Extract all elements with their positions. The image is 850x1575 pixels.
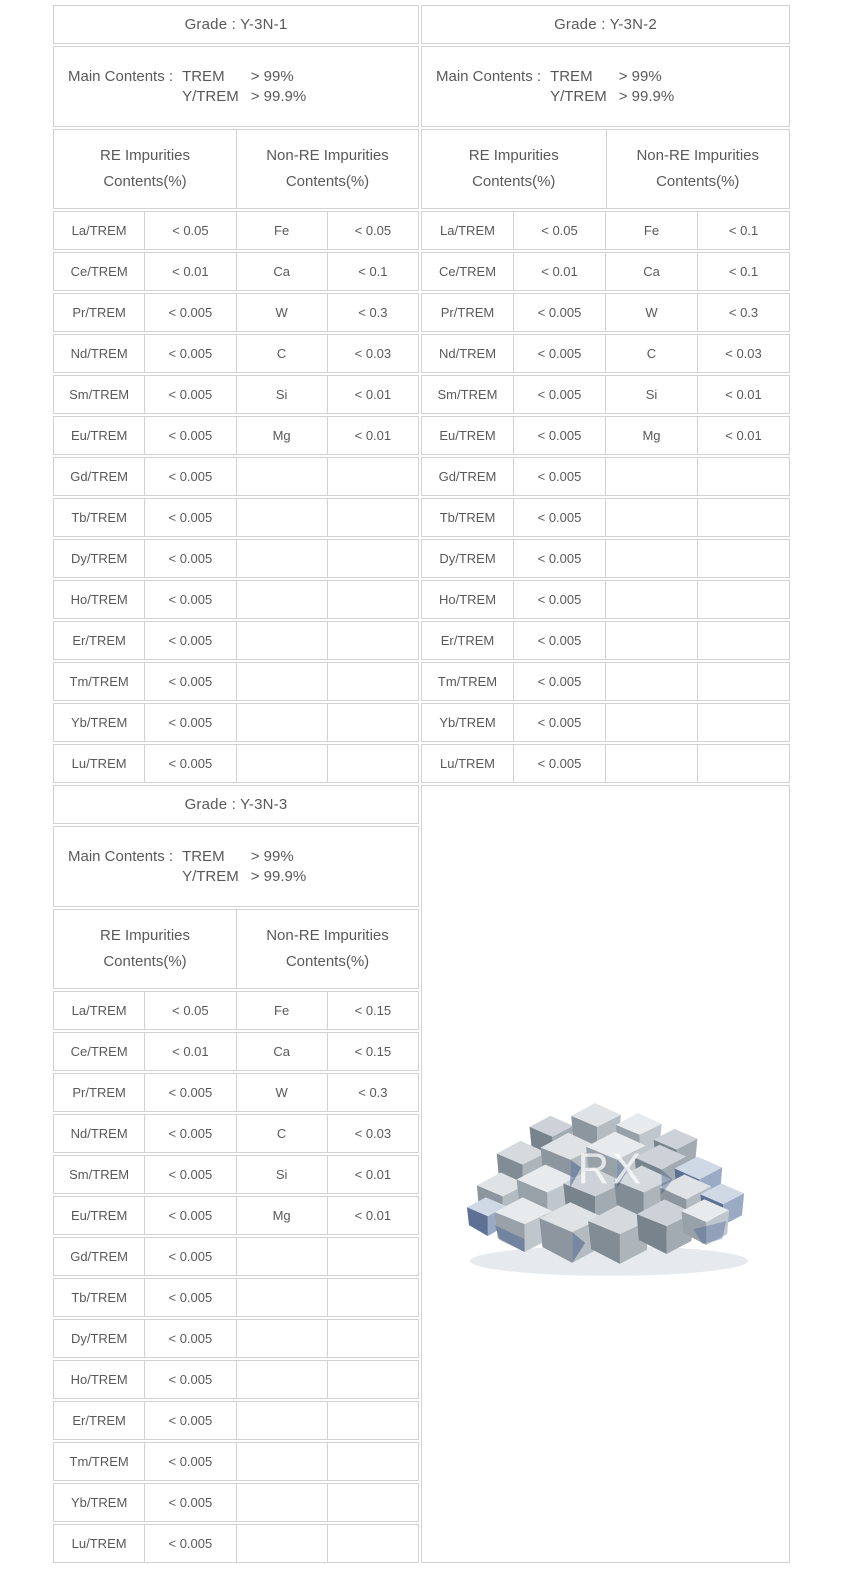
re-element-cell: Ce/TREM [438, 264, 497, 279]
impurity-row [53, 744, 419, 783]
re-value-cell: < 0.005 [144, 499, 235, 536]
non-re-value-cell [697, 540, 789, 577]
re-element-cell: Yb/TREM [70, 1495, 128, 1510]
spec-table-y-3n-1 [53, 5, 419, 783]
re-element-cell: Pr/TREM [72, 1085, 126, 1100]
non-re-value-cell: < 0.3 [327, 1074, 418, 1111]
re-element-cell: Nd/TREM [70, 346, 128, 361]
non-re-element-cell: Si [236, 1156, 327, 1193]
non-re-element-cell [236, 499, 327, 536]
re-value-cell: < 0.05 [144, 992, 235, 1029]
re-element-cell: Dy/TREM [70, 1331, 128, 1346]
impurity-row [53, 1483, 419, 1522]
non-re-element-cell [236, 1279, 327, 1316]
main-content-name: TREM [182, 67, 225, 85]
non-re-value-cell: < 0.01 [327, 1156, 418, 1193]
product-photo-box [421, 785, 790, 1563]
non-re-element-cell [605, 499, 697, 536]
re-element-cell: Sm/TREM [69, 1167, 130, 1182]
main-content-name: TREM [182, 847, 225, 865]
re-element-cell: Er/TREM [72, 633, 126, 648]
re-value-cell: < 0.005 [144, 581, 235, 618]
main-content-value: > 99% [250, 67, 294, 85]
re-value-cell: < 0.005 [513, 622, 605, 659]
re-value-cell: < 0.005 [144, 540, 235, 577]
non-re-value-cell: < 0.05 [327, 212, 418, 249]
main-content-value: > 99% [250, 847, 294, 865]
main-contents-label: Main Contents : [68, 847, 174, 865]
non-re-element-cell: Ca [236, 253, 327, 290]
impurity-rows [53, 991, 419, 1563]
re-value-cell: < 0.005 [513, 335, 605, 372]
non-re-element-cell: W [236, 1074, 327, 1111]
re-element-cell: Tb/TREM [71, 1290, 127, 1305]
non-re-element-cell: W [605, 294, 697, 331]
re-element-cell: La/TREM [71, 223, 127, 238]
non-re-element-cell [236, 1238, 327, 1275]
impurity-row [421, 498, 790, 537]
non-re-value-cell: < 0.3 [327, 294, 418, 331]
re-element-cell: Gd/TREM [70, 1249, 129, 1264]
impurity-rows [53, 211, 419, 783]
non-re-value-cell: < 0.01 [697, 376, 789, 413]
non-re-value-cell [327, 1320, 418, 1357]
non-re-element-cell [236, 581, 327, 618]
non-re-element-cell: C [236, 1115, 327, 1152]
impurity-row [53, 252, 419, 291]
non-re-element-cell: Fe [605, 212, 697, 249]
non-re-element-cell: C [605, 335, 697, 372]
main-content-value: > 99.9% [618, 87, 675, 105]
spec-table-y-3n-2 [421, 5, 790, 783]
non-re-element-cell: Ca [236, 1033, 327, 1070]
re-element-cell: Lu/TREM [440, 756, 495, 771]
re-value-cell: < 0.01 [144, 1033, 235, 1070]
non-re-element-cell [236, 540, 327, 577]
re-element-cell: Pr/TREM [72, 305, 126, 320]
non-re-impurities-header: Non-RE Impurities Contents(%) [606, 130, 790, 208]
non-re-value-cell: < 0.15 [327, 1033, 418, 1070]
re-value-cell: < 0.005 [513, 704, 605, 741]
impurity-row [53, 334, 419, 373]
non-re-element-cell: Mg [605, 417, 697, 454]
non-re-value-cell [327, 1279, 418, 1316]
impurity-row [421, 580, 790, 619]
grade-title: Grade : Y-3N-3 [53, 785, 419, 824]
impurity-row [53, 293, 419, 332]
non-re-value-cell: < 0.01 [697, 417, 789, 454]
impurity-row [53, 375, 419, 414]
impurity-row [53, 703, 419, 742]
re-element-cell: Tm/TREM [437, 674, 498, 689]
impurity-row [53, 1442, 419, 1481]
non-re-element-cell [236, 704, 327, 741]
impurity-row [53, 1073, 419, 1112]
re-element-cell: Ce/TREM [70, 264, 128, 279]
main-content-value: > 99.9% [250, 87, 307, 105]
re-element-cell: Nd/TREM [438, 346, 497, 361]
impurity-row [53, 1114, 419, 1153]
re-value-cell: < 0.005 [144, 458, 235, 495]
impurity-row [53, 498, 419, 537]
non-re-element-cell [236, 1443, 327, 1480]
impurity-row [421, 662, 790, 701]
non-re-element-cell [236, 1484, 327, 1521]
re-element-cell: Tb/TREM [439, 510, 496, 525]
re-element-cell: Sm/TREM [437, 387, 498, 402]
main-content-name: Y/TREM [182, 87, 239, 105]
main-content-value: > 99.9% [250, 867, 307, 885]
non-re-value-cell [327, 1361, 418, 1398]
re-impurities-header: RE Impurities Contents(%) [468, 147, 559, 190]
re-element-cell: Eu/TREM [70, 1208, 128, 1223]
non-re-value-cell [327, 499, 418, 536]
impurity-row [421, 457, 790, 496]
non-re-value-cell: < 0.01 [327, 376, 418, 413]
impurity-row [53, 1524, 419, 1563]
re-element-cell: Lu/TREM [71, 756, 127, 771]
re-value-cell: < 0.005 [144, 704, 235, 741]
re-element-cell: Ho/TREM [70, 592, 128, 607]
non-re-element-cell [236, 745, 327, 782]
re-value-cell: < 0.005 [513, 294, 605, 331]
impurity-row [421, 334, 790, 373]
impurity-row [53, 1155, 419, 1194]
impurity-row [53, 416, 419, 455]
non-re-value-cell [697, 663, 789, 700]
non-re-value-cell: < 0.01 [327, 1197, 418, 1234]
non-re-element-cell [236, 622, 327, 659]
main-contents-label: Main Contents : [436, 67, 542, 85]
non-re-element-cell [605, 622, 697, 659]
main-content-name: TREM [550, 67, 593, 85]
re-element-cell: Dy/TREM [70, 551, 128, 566]
main-content-name: Y/TREM [550, 87, 607, 105]
impurity-row [53, 1237, 419, 1276]
re-element-cell: Lu/TREM [71, 1536, 127, 1551]
re-value-cell: < 0.05 [513, 212, 605, 249]
non-re-value-cell [697, 458, 789, 495]
impurity-row [421, 252, 790, 291]
re-value-cell: < 0.005 [144, 663, 235, 700]
impurity-row [53, 1360, 419, 1399]
re-element-cell: Sm/TREM [69, 387, 130, 402]
non-re-value-cell: < 0.03 [327, 335, 418, 372]
re-impurities-header: RE Impurities Contents(%) [99, 147, 191, 190]
re-value-cell: < 0.005 [513, 540, 605, 577]
impurity-row [53, 539, 419, 578]
re-element-cell: Pr/TREM [440, 305, 495, 320]
re-value-cell: < 0.005 [513, 458, 605, 495]
non-re-element-cell: Mg [236, 1197, 327, 1234]
non-re-value-cell: < 0.1 [697, 212, 789, 249]
non-re-value-cell [327, 745, 418, 782]
main-content-name: Y/TREM [182, 867, 239, 885]
re-element-cell: Yb/TREM [70, 715, 128, 730]
re-value-cell: < 0.01 [144, 253, 235, 290]
non-re-element-cell [605, 663, 697, 700]
impurity-row [53, 1196, 419, 1235]
non-re-value-cell [697, 622, 789, 659]
re-value-cell: < 0.005 [144, 1197, 235, 1234]
re-value-cell: < 0.005 [513, 663, 605, 700]
re-value-cell: < 0.005 [144, 1402, 235, 1439]
main-contents [53, 46, 419, 127]
impurity-row [53, 1319, 419, 1358]
non-re-element-cell: Si [236, 376, 327, 413]
re-value-cell: < 0.005 [513, 499, 605, 536]
impurity-row [421, 703, 790, 742]
non-re-value-cell [327, 1484, 418, 1521]
non-re-element-cell [236, 1361, 327, 1398]
impurities-header-row [53, 129, 419, 209]
main-contents [421, 46, 790, 127]
impurity-row [421, 539, 790, 578]
non-re-element-cell: Fe [236, 212, 327, 249]
non-re-element-cell: W [236, 294, 327, 331]
re-value-cell: < 0.005 [144, 1525, 235, 1562]
non-re-value-cell [327, 581, 418, 618]
re-element-cell: Nd/TREM [70, 1126, 128, 1141]
non-re-value-cell [697, 745, 789, 782]
non-re-value-cell [327, 540, 418, 577]
re-value-cell: < 0.005 [144, 376, 235, 413]
non-re-value-cell [327, 458, 418, 495]
non-re-element-cell: Ca [605, 253, 697, 290]
re-value-cell: < 0.005 [144, 1320, 235, 1357]
non-re-value-cell [327, 1402, 418, 1439]
main-contents-items [550, 67, 674, 107]
non-re-value-cell [327, 704, 418, 741]
non-re-element-cell: Fe [236, 992, 327, 1029]
re-value-cell: < 0.005 [144, 294, 235, 331]
impurity-row [421, 416, 790, 455]
impurity-row [53, 580, 419, 619]
non-re-value-cell [327, 1443, 418, 1480]
re-element-cell: Er/TREM [440, 633, 495, 648]
re-value-cell: < 0.005 [144, 1238, 235, 1275]
impurity-row [53, 621, 419, 660]
non-re-element-cell: Si [605, 376, 697, 413]
yttrium-metal-image [462, 1064, 750, 1285]
non-re-element-cell [605, 745, 697, 782]
non-re-value-cell: < 0.03 [697, 335, 789, 372]
impurity-row [421, 293, 790, 332]
re-value-cell: < 0.05 [144, 212, 235, 249]
re-element-cell: Ho/TREM [70, 1372, 128, 1387]
non-re-value-cell [697, 704, 789, 741]
grade-title: Grade : Y-3N-1 [53, 5, 419, 44]
impurity-row [53, 211, 419, 250]
re-element-cell: Tb/TREM [71, 510, 127, 525]
impurities-header-row [421, 129, 790, 209]
re-element-cell: Tm/TREM [69, 1454, 129, 1469]
re-value-cell: < 0.005 [144, 622, 235, 659]
impurity-row [53, 1032, 419, 1071]
non-re-element-cell [605, 704, 697, 741]
watermark-text: RX [577, 1143, 644, 1193]
re-value-cell: < 0.005 [513, 581, 605, 618]
non-re-value-cell: < 0.1 [697, 253, 789, 290]
main-contents-items [182, 67, 306, 107]
non-re-element-cell: Mg [236, 417, 327, 454]
re-element-cell: Ho/TREM [438, 592, 497, 607]
impurity-row [421, 744, 790, 783]
non-re-element-cell [236, 1525, 327, 1562]
re-value-cell: < 0.01 [513, 253, 605, 290]
main-contents-label: Main Contents : [68, 67, 174, 85]
re-value-cell: < 0.005 [144, 335, 235, 372]
impurity-row [53, 457, 419, 496]
non-re-value-cell: < 0.3 [697, 294, 789, 331]
re-element-cell: Gd/TREM [438, 469, 497, 484]
non-re-value-cell: < 0.03 [327, 1115, 418, 1152]
non-re-element-cell [236, 1320, 327, 1357]
impurity-row [53, 991, 419, 1030]
main-contents [53, 826, 419, 907]
impurity-row [421, 211, 790, 250]
impurity-row [53, 1278, 419, 1317]
non-re-impurities-header: Non-RE Impurities Contents(%) [236, 910, 418, 988]
re-value-cell: < 0.005 [144, 1361, 235, 1398]
re-element-cell: Dy/TREM [439, 551, 496, 566]
re-value-cell: < 0.005 [513, 417, 605, 454]
non-re-value-cell [327, 622, 418, 659]
tables-grid [53, 5, 850, 1563]
re-element-cell: La/TREM [71, 1003, 127, 1018]
non-re-element-cell [236, 663, 327, 700]
non-re-value-cell: < 0.15 [327, 992, 418, 1029]
non-re-element-cell [605, 540, 697, 577]
non-re-value-cell: < 0.01 [327, 417, 418, 454]
re-value-cell: < 0.005 [144, 1484, 235, 1521]
re-value-cell: < 0.005 [144, 1443, 235, 1480]
main-content-value: > 99% [618, 67, 662, 85]
grade-title: Grade : Y-3N-2 [421, 5, 790, 44]
re-element-cell: Tm/TREM [69, 674, 129, 689]
non-re-element-cell: C [236, 335, 327, 372]
non-re-element-cell [236, 458, 327, 495]
impurity-row [421, 375, 790, 414]
non-re-value-cell [697, 581, 789, 618]
non-re-element-cell [236, 1402, 327, 1439]
impurities-header-row [53, 909, 419, 989]
re-element-cell: Er/TREM [72, 1413, 126, 1428]
re-element-cell: Gd/TREM [70, 469, 129, 484]
re-value-cell: < 0.005 [513, 376, 605, 413]
re-value-cell: < 0.005 [144, 1156, 235, 1193]
non-re-element-cell [605, 581, 697, 618]
re-value-cell: < 0.005 [144, 745, 235, 782]
non-re-value-cell [327, 663, 418, 700]
re-element-cell: Yb/TREM [439, 715, 496, 730]
non-re-impurities-header: Non-RE Impurities Contents(%) [236, 130, 418, 208]
impurity-row [421, 621, 790, 660]
re-value-cell: < 0.005 [144, 1115, 235, 1152]
re-element-cell: Ce/TREM [70, 1044, 128, 1059]
re-value-cell: < 0.005 [144, 417, 235, 454]
re-value-cell: < 0.005 [144, 1074, 235, 1111]
non-re-element-cell [605, 458, 697, 495]
non-re-value-cell: < 0.1 [327, 253, 418, 290]
re-element-cell: La/TREM [440, 223, 495, 238]
re-value-cell: < 0.005 [144, 1279, 235, 1316]
non-re-value-cell [327, 1238, 418, 1275]
re-impurities-header: RE Impurities Contents(%) [99, 927, 191, 970]
main-contents-items [182, 847, 306, 887]
non-re-value-cell [697, 499, 789, 536]
impurity-row [53, 1401, 419, 1440]
spec-table-y-3n-3 [53, 785, 419, 1563]
non-re-value-cell [327, 1525, 418, 1562]
re-value-cell: < 0.005 [513, 745, 605, 782]
re-element-cell: Eu/TREM [439, 428, 496, 443]
impurity-rows [421, 211, 790, 783]
impurity-row [53, 662, 419, 701]
re-element-cell: Eu/TREM [70, 428, 128, 443]
